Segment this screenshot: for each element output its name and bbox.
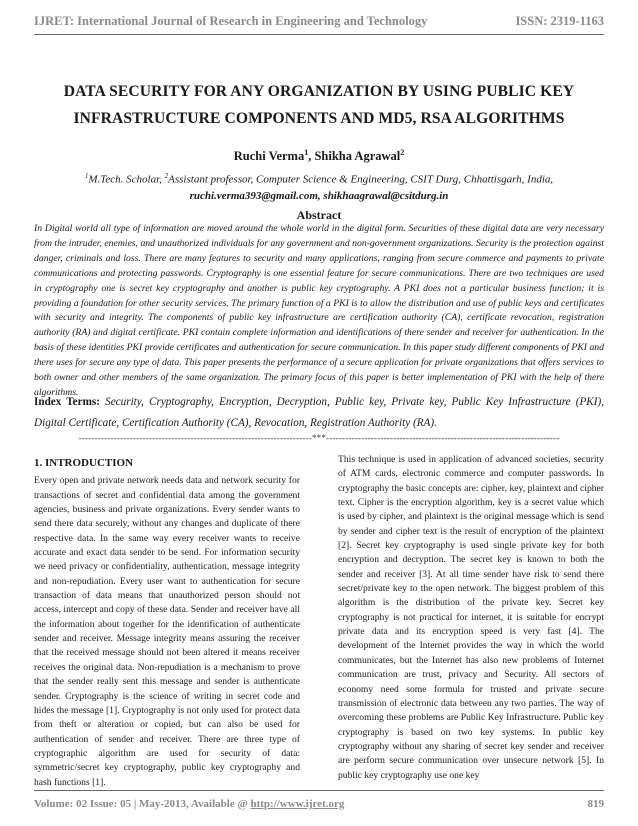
abstract-text: In Digital world all type of information are moved around the whole world in the digital form. Securities of these digital data are very necessary from the intruder, enemies, and unauthorized individuals for any government and non-government organizations. Security is the protection against danger, criminals and loss. There are many features to security and many applications, ranging from secure commerce and payments to private communications and protecting passwords. Cryptography is one essential feature for secure communications. There are two techniques are used in cryptography one is secret key cryptography and another is public key cryptography. A PKI does not a particular business function; it is providing a foundation for other security services. The primary function of a PKI is to allow the distribution and use of public keys and certificates with security and integrity. The components of public key infrastructure are certification authority (CA), certificate revocation, registration authority (RA) and digital certificate. PKI contain complete information and identifications of there sender and receiver for authentication. In the basis of these identities PKI provide certificates and authentication for secure communication. In this paper study different components of PKI and there uses for secure any type of data. This paper presents the performance of a secure application for private organizations that offers services to both owner and other members of the same organization. The primary focus of this paper is better implementation of PKI with the help of there algorithms. [34,223,604,398]
author-1-sup: 1 [304,148,309,157]
author-2: Shikha Agrawal [314,149,401,164]
affil-sup-2: 2 [164,172,169,180]
left-column [34,456,300,790]
author-list [34,148,604,164]
index-terms-label: Index Terms: [34,396,101,408]
footer-rule [34,790,604,791]
running-footer [34,798,604,810]
issn: ISSN: 2319-1163 [515,14,604,28]
author-separator: , [308,149,315,164]
header-rule [34,34,604,35]
affil-sup-1: 1 [84,172,89,180]
page-number: 819 [587,798,604,810]
introduction-heading: 1. INTRODUCTION [34,457,134,469]
paper-title [34,78,604,132]
section-separator: -------------------------------------------------------------------------***------------------------------------------------------------------------- [78,433,560,443]
index-terms [34,392,604,434]
abstract-heading: Abstract [296,208,342,222]
journal-name: IJRET: International Journal of Research in Engineering and Technology [34,14,428,28]
author-2-sup: 2 [400,148,405,157]
introduction-paragraph-right: This technique is used in application of advanced societies, security of ATM cards, electronic commerce and computer passwords. In cryptography the basic concepts are: cipher, key, plaintext and cipher text. Cipher is the encryption algorithm, key is a secret value which is used by cipher, and plaintext is the original message which is send by sender and cipher text is the result of encryption of the plaintext [2]. Secret key cryptography is used single private key for both encryption and decryption. The secret key is known to both the sender and receiver [3]. At all time sender have risk to send there secret/private key to the open network. The biggest problem of this algorithm is the distribution of the private key. Secret key cryptography is not practical for internet, it is suitable for encrypt private data and its encryption speed is very fast [4]. The development of the Internet provides the way in which the world communicates, but the Internet has also new problems of Internet communication are trust, privacy and Security. All sectors of economy need some formula for trusted and private secure transmission of electronic data between any two parties. The way of overcoming these problems are Public Key Infrastructure. Public key cryptography is based on two key systems. In public key cryptography without any sharing of secret key sender and receiver are perform secure communication over unsecure network [5]. In public key cryptography use one key [338,454,604,781]
running-header [34,14,604,29]
index-terms-text: Security, Cryptography, Encryption, Decryption, Public key, Private key, Public Key Infrastructure (PKI), Digital Certificate, Certification Authority (CA), Revocation, Registration Authority (RA). [34,396,605,429]
author-1: Ruchi Verma [233,149,305,164]
right-column [338,453,604,783]
footer-volume-text: Volume: 02 Issue: 05 | May-2013, Available @ [34,798,251,810]
footer-volume [34,798,344,810]
author-emails: ruchi.verma393@gmail.com, shikhaagrawal@csitdurg.in [189,189,449,202]
affil-part-2: Assistant professor, Computer Science & Engineering, CSIT Durg, Chhattisgarh, India, [168,173,554,186]
title-line-1: DATA SECURITY FOR ANY ORGANIZATION BY USING PUBLIC KEY [63,83,575,100]
journal-link[interactable]: http://www.ijret.org [250,798,345,810]
affil-part-1: M.Tech. Scholar, [88,173,165,186]
title-line-2: INFRASTRUCTURE COMPONENTS AND MD5, RSA ALGORITHMS [73,110,565,127]
affiliation [34,168,604,204]
introduction-paragraph-left: Every open and private network needs data and network security for transactions of secret and confidential data among the government agencies, business and private organizations. Every sender wants to send there data securely, without any changes and duplicate of there respective data. In the same way every receiver wants to receive accurate and exact data sender to be send. For information security we need privacy or confidentiality, authentication, message integrity and non-repudiation. Every user want to authentication for secure transaction of data means that unauthorized person should not access, intercept and copy of these data. Sender and receiver have all the information about together for the identification of authenticate sender and receiver. Message integrity means assuring the receiver that the received message should not been altered it means receiver receives the original data. Non-repudiation is a mechanism to prove that the sender really sent this message and sender is authenticate sender. Cryptography is the science of writing in secret code and hides the message [1]. Cryptography is not only used for protect data from theft or alteration or copied, but can also be used for authentication of sender and receiver. There are three type of cryptographic algorithm are used for security of data: symmetric/secret key cryptography, public key cryptography and hash functions [1]. [34,475,300,788]
